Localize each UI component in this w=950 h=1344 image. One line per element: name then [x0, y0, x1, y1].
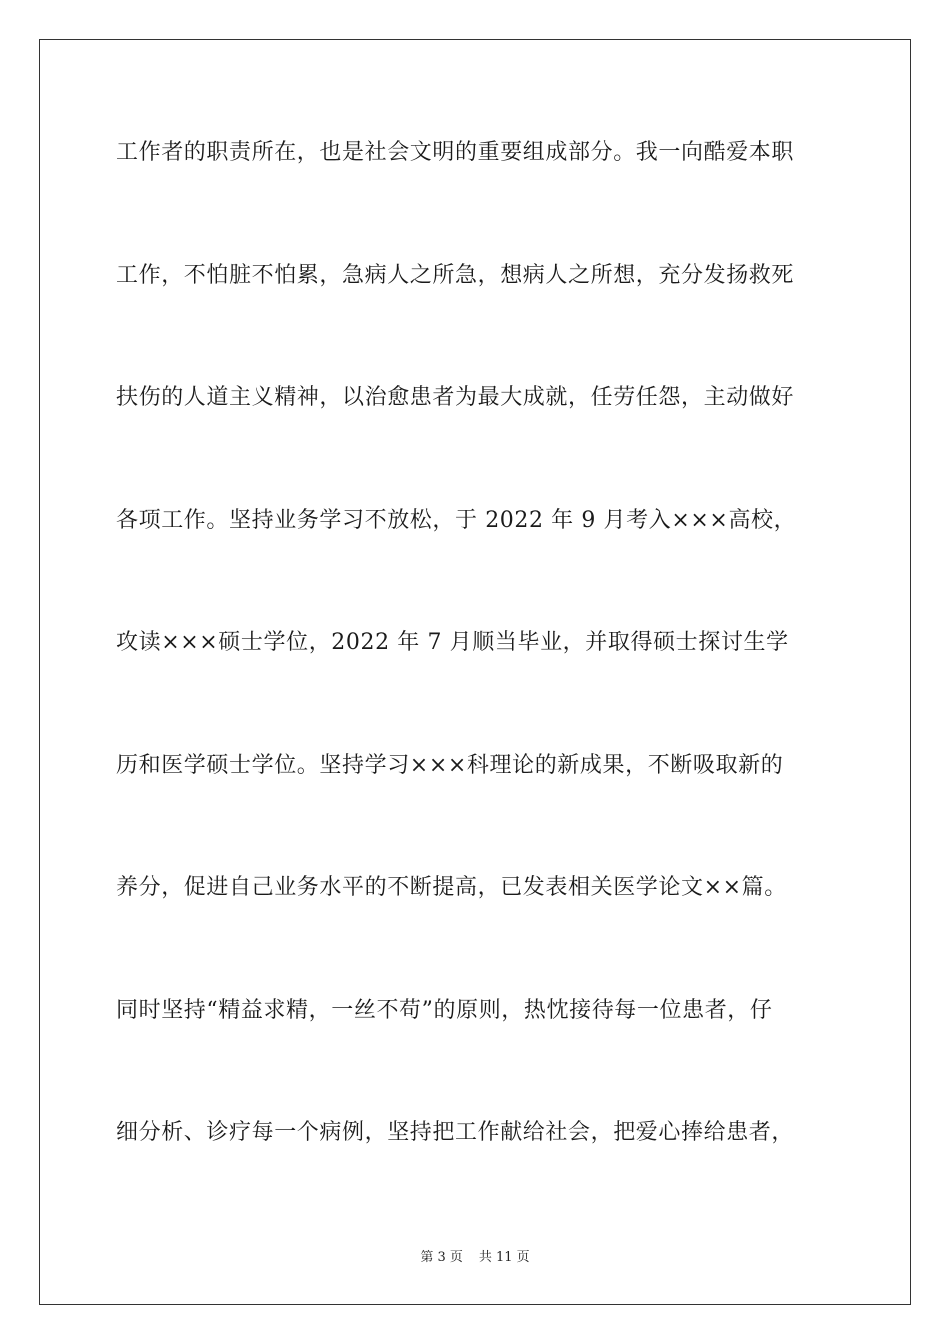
text-line: 同时坚持“精益求精，一丝不苟”的原则，热忱接待每一位患者，仔: [116, 997, 773, 1023]
page-footer: [0, 1246, 950, 1265]
text-line: 工作，不怕脏不怕累，急病人之所急，想病人之所想，充分发扬救死: [116, 262, 795, 288]
text-line: 工作者的职责所在，也是社会文明的重要组成部分。我一向酷爱本职: [116, 140, 795, 165]
page-number: 第 3 页: [420, 1250, 463, 1265]
text-line: 各项工作。坚持业务学习不放松，于 2022 年 9 月考入×××高校，: [116, 507, 797, 533]
text-line: 养分，促进自己业务水平的不断提高，已发表相关医学论文××篇。: [116, 875, 787, 900]
text-line: 扶伤的人道主义精神，以治愈患者为最大成就，任劳任怨，主动做好: [116, 385, 795, 410]
text-line: 细分析、诊疗每一个病例，坚持把工作献给社会，把爱心捧给患者，: [116, 1120, 795, 1145]
text-line: 攻读×××硕士学位，2022 年 7 月顺当毕业，并取得硕士探讨生学: [116, 630, 789, 655]
text-line: 历和医学硕士学位。坚持学习×××科理论的新成果，不断吸取新的: [116, 752, 784, 778]
page-total: 共 11 页: [478, 1250, 530, 1265]
document-body: [116, 128, 836, 1231]
